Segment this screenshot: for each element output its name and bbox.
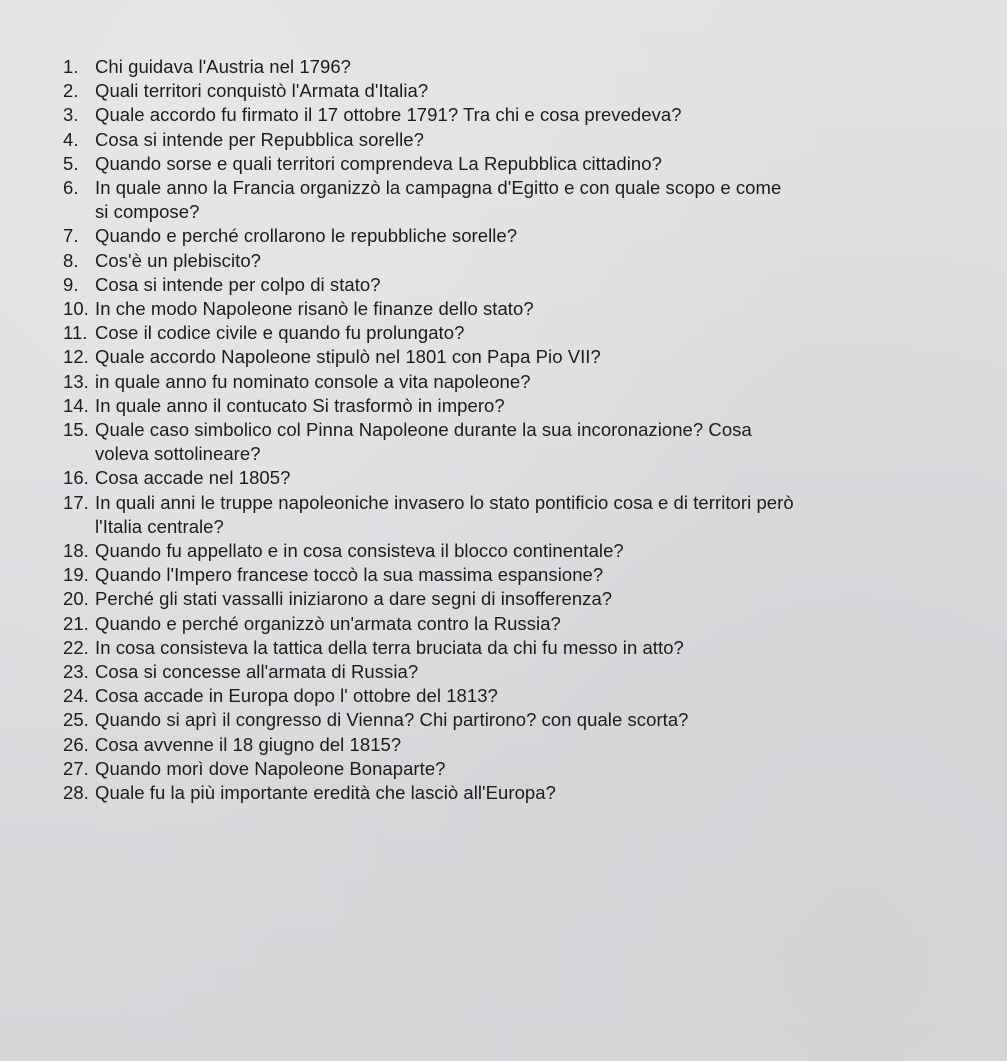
question-text-line: Quale accordo fu firmato il 17 ottobre 1791? Tra chi e cosa prevedeva? — [95, 104, 682, 126]
question-number: 17. — [63, 491, 89, 513]
question-text-line: in quale anno fu nominato console a vita napoleone? — [95, 370, 531, 392]
question-text-line: In quali anni le truppe napoleoniche invasero lo stato pontificio cosa e di territori però — [95, 491, 794, 513]
question-text — [95, 176, 963, 224]
question-number: 20. — [63, 588, 89, 610]
question-number: 28. — [63, 782, 89, 804]
question-text — [95, 249, 963, 273]
question-text — [95, 563, 963, 587]
question-item — [63, 297, 963, 321]
question-number: 25. — [63, 709, 89, 731]
question-item — [63, 249, 963, 273]
question-text-line: Quale accordo Napoleone stipulò nel 1801 con Papa Pio VII? — [95, 346, 601, 368]
question-item — [63, 684, 963, 708]
question-text — [95, 636, 963, 660]
question-text — [95, 128, 963, 152]
question-text-line: Cosa accade in Europa dopo l' ottobre del 1813? — [95, 685, 498, 707]
question-number: 1. — [63, 56, 79, 77]
question-number: 19. — [63, 564, 89, 586]
question-number: 22. — [63, 636, 89, 658]
question-text — [95, 684, 963, 708]
question-text-line: Quale fu la più importante eredità che lasciò all'Europa? — [95, 782, 556, 804]
question-number: 16. — [63, 467, 89, 489]
question-text — [95, 394, 963, 418]
question-text-line: Cosa si concesse all'armata di Russia? — [95, 661, 419, 683]
question-item — [63, 152, 963, 176]
question-item — [63, 321, 963, 345]
question-text-line: In quale anno il contucato Si trasformò in impero? — [95, 394, 505, 416]
question-number: 12. — [63, 346, 89, 368]
question-text-line: si compose? — [95, 201, 200, 223]
question-item — [63, 55, 963, 79]
question-text — [95, 466, 963, 490]
question-number: 27. — [63, 757, 89, 779]
question-item — [63, 79, 963, 103]
question-number: 18. — [63, 540, 89, 562]
question-number: 7. — [63, 225, 79, 247]
question-number: 14. — [63, 394, 89, 416]
question-text — [95, 587, 963, 611]
question-text-line: Chi guidava l'Austria nel 1796? — [95, 56, 352, 77]
question-item — [63, 539, 963, 563]
question-number: 10. — [63, 298, 89, 320]
question-text-line: Cos'è un plebiscito? — [95, 249, 261, 271]
question-text-line: voleva sottolineare? — [95, 443, 261, 465]
question-text-line: Cosa si intende per Repubblica sorelle? — [95, 128, 424, 150]
question-text-line: Quando e perché organizzò un'armata contro la Russia? — [95, 612, 561, 634]
question-text — [95, 224, 963, 248]
question-text — [95, 539, 963, 563]
question-text-line: Cose il codice civile e quando fu prolungato? — [95, 322, 465, 344]
question-text-line: l'Italia centrale? — [95, 515, 224, 537]
question-number: 9. — [63, 273, 79, 295]
question-number: 2. — [63, 80, 79, 102]
question-text — [95, 491, 963, 539]
question-item — [63, 612, 963, 636]
question-text-line: Quando fu appellato e in cosa consisteva il blocco continentale? — [95, 540, 624, 562]
question-number: 23. — [63, 661, 89, 683]
question-text-line: Quando e perché crollarono le repubbliche sorelle? — [95, 225, 518, 247]
question-text-line: In cosa consisteva la tattica della terra bruciata da chi fu messo in atto? — [95, 636, 684, 658]
question-number: 3. — [63, 104, 79, 126]
question-item — [63, 103, 963, 127]
question-text — [95, 152, 963, 176]
question-number: 24. — [63, 685, 89, 707]
question-item — [63, 563, 963, 587]
question-text-line: Cosa accade nel 1805? — [95, 467, 291, 489]
question-text — [95, 297, 963, 321]
question-number: 6. — [63, 177, 79, 199]
question-text — [95, 781, 963, 805]
question-text-line: Quali territori conquistò l'Armata d'Italia? — [95, 80, 429, 102]
question-text-line: In che modo Napoleone risanò le finanze dello stato? — [95, 298, 534, 320]
question-text-line: Quando sorse e quali territori comprendeva La Repubblica cittadino? — [95, 152, 662, 174]
question-text-line: Quando l'Impero francese toccò la sua massima espansione? — [95, 564, 604, 586]
question-text — [95, 345, 963, 369]
question-text-line: Quando si aprì il congresso di Vienna? Chi partirono? con quale scorta? — [95, 709, 689, 731]
question-text-line: Quale caso simbolico col Pinna Napoleone durante la sua incoronazione? Cosa — [95, 419, 752, 441]
question-item — [63, 370, 963, 394]
question-item — [63, 660, 963, 684]
question-item — [63, 636, 963, 660]
question-item — [63, 128, 963, 152]
question-number: 15. — [63, 419, 89, 441]
question-list — [63, 55, 963, 805]
question-number: 11. — [63, 322, 88, 344]
question-number: 21. — [63, 612, 89, 634]
question-item — [63, 708, 963, 732]
question-text — [95, 660, 963, 684]
question-item — [63, 273, 963, 297]
question-item — [63, 733, 963, 757]
question-text-line: In quale anno la Francia organizzò la campagna d'Egitto e con quale scopo e come — [95, 177, 782, 199]
question-item — [63, 491, 963, 539]
question-text-line: Perché gli stati vassalli iniziarono a dare segni di insofferenza? — [95, 588, 613, 610]
question-item — [63, 587, 963, 611]
question-item — [63, 757, 963, 781]
question-text-line: Quando morì dove Napoleone Bonaparte? — [95, 757, 446, 779]
question-text — [95, 321, 963, 345]
question-text — [95, 757, 963, 781]
question-text — [95, 273, 963, 297]
question-number: 13. — [63, 370, 89, 392]
question-text — [95, 79, 963, 103]
question-item — [63, 781, 963, 805]
question-text — [95, 612, 963, 636]
question-number: 26. — [63, 733, 89, 755]
question-text — [95, 708, 963, 732]
question-item — [63, 345, 963, 369]
question-item — [63, 394, 963, 418]
question-text — [95, 55, 963, 79]
question-text-line: Cosa avvenne il 18 giugno del 1815? — [95, 733, 402, 755]
question-item — [63, 466, 963, 490]
question-text-line: Cosa si intende per colpo di stato? — [95, 273, 381, 295]
question-number: 8. — [63, 249, 79, 271]
question-text — [95, 370, 963, 394]
question-text — [95, 418, 963, 466]
question-item — [63, 418, 963, 466]
question-text — [95, 103, 963, 127]
question-number: 4. — [63, 128, 79, 150]
question-item — [63, 224, 963, 248]
question-text — [95, 733, 963, 757]
question-item — [63, 176, 963, 224]
question-number: 5. — [63, 152, 79, 174]
